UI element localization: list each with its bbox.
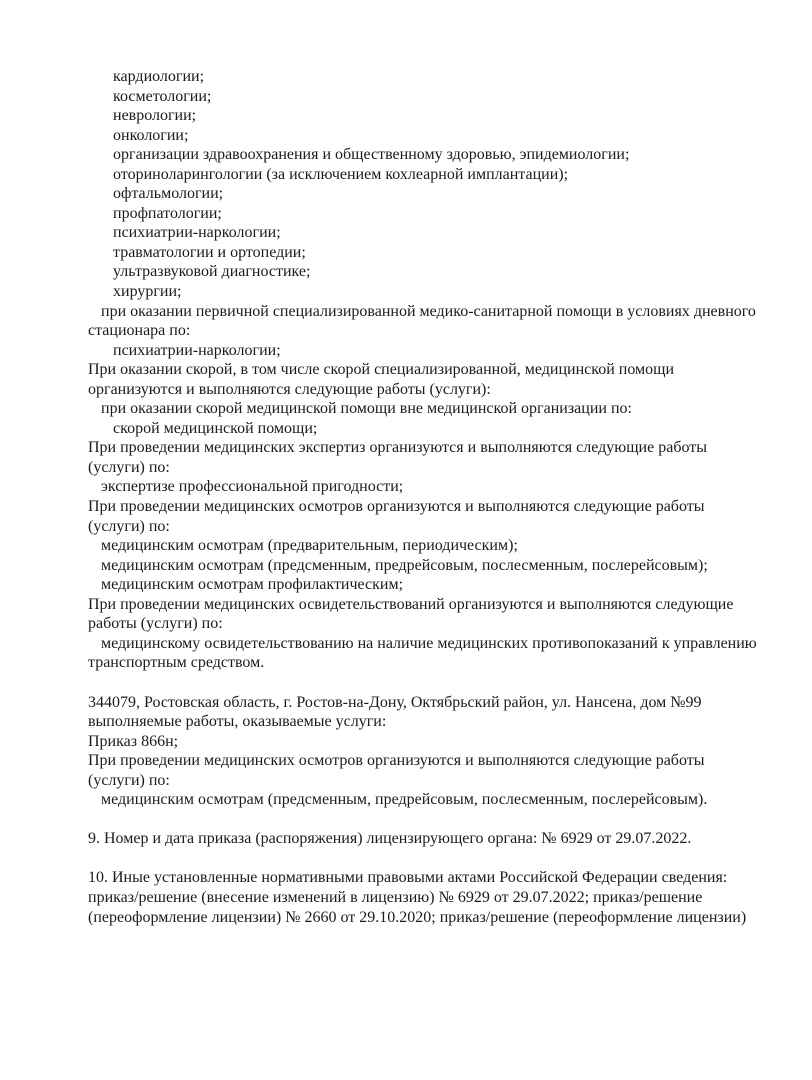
text-line: медицинским осмотрам профилактическим;	[101, 576, 404, 594]
text-line: неврологии;	[113, 107, 197, 125]
text-line: при оказании скорой медицинской помощи вне медицинской организации по:	[101, 400, 632, 418]
text-line: При проведении медицинских осмотров организуются и выполняются следующие работы	[88, 752, 705, 770]
text-line: приказ/решение (внесение изменений в лицензию) № 6929 от 29.07.2022; приказ/решение	[88, 888, 703, 906]
text-line: работы (услуги) по:	[88, 615, 223, 633]
text-line: травматологии и ортопедии;	[113, 243, 306, 261]
text-line: медицинским осмотрам (предсменным, предрейсовым, послесменным, послерейсовым).	[101, 791, 708, 809]
text-line: выполняемые работы, оказываемые услуги:	[88, 713, 387, 731]
text-line: медицинскому освидетельствованию на наличие медицинских противопоказаний к управлению	[101, 634, 757, 652]
text-line: Приказ 866н;	[88, 732, 179, 750]
text-line: При проведении медицинских экспертиз организуются и выполняются следующие работы	[88, 439, 707, 457]
text-line: психиатрии-наркологии;	[113, 341, 281, 359]
text-line: психиатрии-наркологии;	[113, 224, 281, 242]
document-text	[88, 67, 780, 927]
text-line: онкологии;	[113, 126, 189, 144]
text-line: (услуги) по:	[88, 517, 170, 535]
text-line: медицинским осмотрам (предсменным, предрейсовым, послесменным, послерейсовым);	[101, 556, 708, 574]
text-line: При проведении медицинских освидетельствований организуются и выполняются следующие	[88, 595, 734, 613]
text-line: экспертизе профессиональной пригодности;	[101, 478, 404, 496]
text-line: скорой медицинской помощи;	[113, 419, 318, 437]
text-line: 9. Номер и дата приказа (распоряжения) лицензирующего органа: № 6929 от 29.07.2022.	[88, 830, 692, 848]
text-line: профпатологии;	[113, 204, 222, 222]
text-line: организации здравоохранения и общественному здоровью, эпидемиологии;	[113, 146, 630, 164]
text-line: При проведении медицинских осмотров организуются и выполняются следующие работы	[88, 498, 705, 516]
text-line: оториноларингологии (за исключением кохлеарной имплантации);	[113, 165, 569, 183]
text-line: транспортным средством.	[88, 654, 265, 672]
text-line: (услуги) по:	[88, 771, 170, 789]
blank-line	[88, 849, 780, 869]
text-line: офтальмологии;	[113, 185, 224, 203]
text-line: 10. Иные установленные нормативными правовыми актами Российской Федерации сведения:	[88, 869, 728, 887]
text-line: ультразвуковой диагностике;	[113, 263, 311, 281]
text-line: косметологии;	[113, 87, 212, 105]
text-line: при оказании первичной специализированной медико-санитарной помощи в условиях дневного	[101, 302, 756, 320]
text-line: При оказании скорой, в том числе скорой специализированной, медицинской помощи	[88, 361, 675, 379]
blank-line	[88, 810, 780, 830]
text-line: хирургии;	[113, 283, 182, 301]
text-line: кардиологии;	[113, 68, 205, 85]
text-line: организуются и выполняются следующие работы (услуги):	[88, 380, 491, 398]
text-line: 344079, Ростовская область, г. Ростов-на-Дону, Октябрьский район, ул. Нансена, дом №99	[88, 693, 702, 711]
text-line: медицинским осмотрам (предварительным, периодическим);	[101, 537, 518, 555]
text-line: (услуги) по:	[88, 458, 170, 476]
text-line: стационара по:	[88, 322, 191, 340]
text-line: (переоформление лицензии) № 2660 от 29.10.2020; приказ/решение (переоформление лицензии)	[88, 908, 747, 926]
blank-line	[88, 673, 780, 693]
